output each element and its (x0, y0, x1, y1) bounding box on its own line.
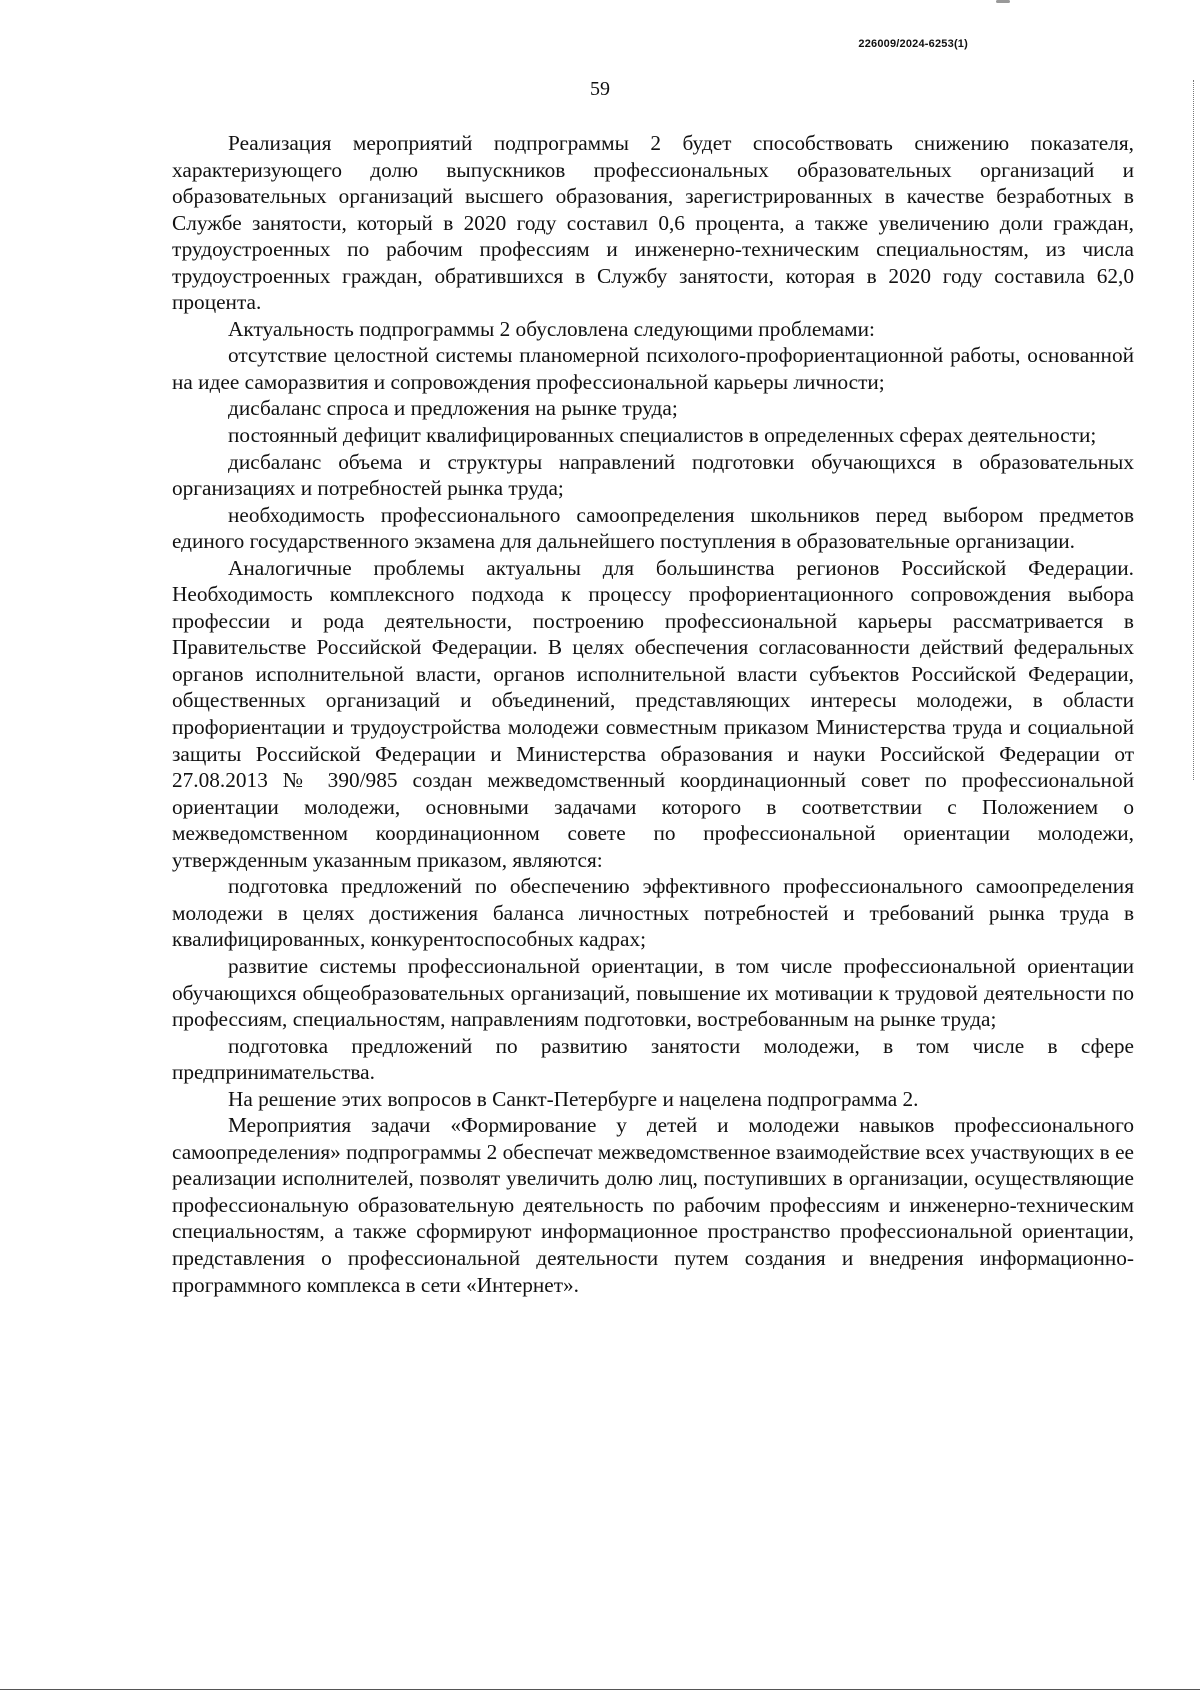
document-id: 226009/2024-6253(1) (858, 38, 968, 50)
list-item-problem: необходимость профессионального самоопределения школьников перед выбором предметов единого государственного экзамена для дальнейшего поступления в образовательные организации. (172, 502, 1134, 554)
paragraph-relevance-intro: Актуальность подпрограммы 2 обусловлена следующими проблемами: (228, 316, 875, 341)
page-number: 59 (590, 78, 610, 100)
paragraph-measures: Мероприятия задачи «Формирование у детей и молодежи навыков профессионального самоопределения» подпрограммы 2 обеспечат межведомственное взаимодействие всех участвующих в ее реализации исполнителей, позволят увеличить долю лиц, поступивших в организации, осуществляющие профессиональную образовательную деятельность по рабочим профессиям и инженерно-техническим специальностям, а также сформируют информационное пространство профессиональной ориентации, представления о профессиональной деятельности путем создания и внедрения информационно-программного комплекса в сети «Интернет». (172, 1113, 1134, 1297)
paragraph-results: Реализация мероприятий подпрограммы 2 будет способствовать снижению показателя, характеризующего долю выпускников профессиональных образовательных организаций и образовательных организаций высшего образования, зарегистрированных в качестве безработных в Службе занятости, который в 2020 году составил 0,6 процента, а также увеличению доли граждан, трудоустроенных по рабочим профессиям и инженерно-техническим специальностям, из числа трудоустроенных граждан, обратившихся в Службу занятости, которая в 2020 году составила 62,0 процента. (172, 131, 1134, 315)
list-item-task: подготовка предложений по обеспечению эффективного профессионального самоопределения молодежи в целях достижения баланса личностных потребностей и требований рынка труда в квалифицированных, конкурентоспособных кадрах; (172, 874, 1134, 952)
list-item-task: подготовка предложений по развитию занятости молодежи, в том числе в сфере предпринимательства. (172, 1033, 1134, 1085)
list-item-problem: дисбаланс объема и структуры направлений подготовки обучающихся в образовательных организациях и потребностей рынка труда; (172, 449, 1134, 501)
list-item-problem: дисбаланс спроса и предложения на рынке труда; (228, 396, 678, 421)
scan-edge-right (1191, 80, 1194, 780)
scan-corner-mark (996, 0, 1010, 3)
document-body (172, 130, 1134, 1298)
scan-edge-bottom (0, 1689, 1200, 1690)
list-item-problem: постоянный дефицит квалифицированных специалистов в определенных сферах деятельности; (228, 423, 1097, 448)
list-item-task: развитие системы профессиональной ориентации, в том числе профессиональной ориентации обучающихся общеобразовательных организаций, повышение их мотивации к трудовой деятельности по профессиям, специальностям, направлениям подготовки, востребованным на рынке труда; (172, 953, 1134, 1032)
paragraph-council: Аналогичные проблемы актуальны для большинства регионов Российской Федерации. Необходимость комплексного подхода к процессу профориентационного сопровождения выбора профессии и рода деятельности, построению профессиональной карьеры рассматривается в Правительстве Российской Федерации. В целях обеспечения согласованности действий федеральных органов исполнительной власти, органов исполнительной власти субъектов Российской Федерации, общественных организаций и объединений, представляющих интересы молодежи, в области профориентации и трудоустройства молодежи совместным приказом Министерства труда и социальной защиты Российской Федерации и Министерства образования и науки Российской Федерации от 27.08.2013 № 390/985 создан межведомственный координационный совет по профессиональной ориентации молодежи, основными задачами которого в соответствии с Положением о межведомственном координационном совете по профессиональной ориентации молодежи, утвержденным указанным приказом, являются: (172, 555, 1134, 872)
list-item-problem: отсутствие целостной системы планомерной психолого-профориентационной работы, основанной на идее саморазвития и сопровождения профессиональной карьеры личности; (172, 343, 1134, 394)
paragraph-goal: На решение этих вопросов в Санкт-Петербурге и нацелена подпрограмма 2. (228, 1086, 919, 1111)
